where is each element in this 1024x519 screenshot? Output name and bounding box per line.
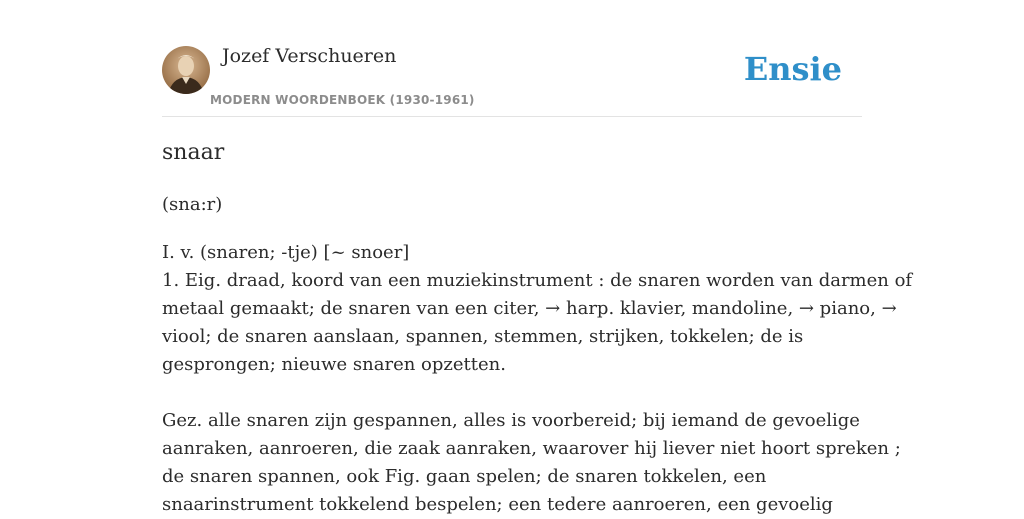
paragraph-gap	[162, 379, 864, 407]
entry-card	[162, 0, 913, 515]
entry-header	[162, 0, 862, 117]
source-label[interactable]: MODERN WOORDENBOEK (1930-1961)	[210, 93, 475, 107]
definition-line: gesprongen; nieuwe snaren opzetten.	[162, 354, 506, 375]
definition-line: de snaren spannen, ook Fig. gaan spelen; de snaren tokkelen, een	[162, 466, 767, 487]
entry-headword: snaar	[162, 140, 225, 165]
portrait-icon	[162, 46, 210, 94]
author-avatar[interactable]	[162, 46, 210, 94]
entry-definition	[162, 239, 913, 519]
definition-line: aanraken, aanroeren, die zaak aanraken, waarover hij liever niet hoort spreken ;	[162, 438, 901, 459]
definition-line: Gez. alle snaren zijn gespannen, alles is voorbereid; bij iemand de gevoelige	[162, 410, 860, 431]
definition-line: 1. Eig. draad, koord van een muziekinstrument : de snaren worden van darmen of	[162, 270, 913, 291]
brand-logo[interactable]: Ensie	[743, 50, 842, 88]
author-name[interactable]: Jozef Verschueren	[222, 45, 397, 67]
definition-line: I. v. (snaren; -tje) [~ snoer]	[162, 242, 410, 263]
definition-line: snaarinstrument tokkelend bespelen; een tedere aanroeren, een gevoelig	[162, 494, 833, 515]
entry-pronunciation: (sna:r)	[162, 194, 223, 215]
definition-line: metaal gemaakt; de snaren van een citer, → harp. klavier, mandoline, → piano, →	[162, 298, 897, 319]
definition-line: viool; de snaren aanslaan, spannen, stemmen, strijken, tokkelen; de is	[162, 326, 804, 347]
